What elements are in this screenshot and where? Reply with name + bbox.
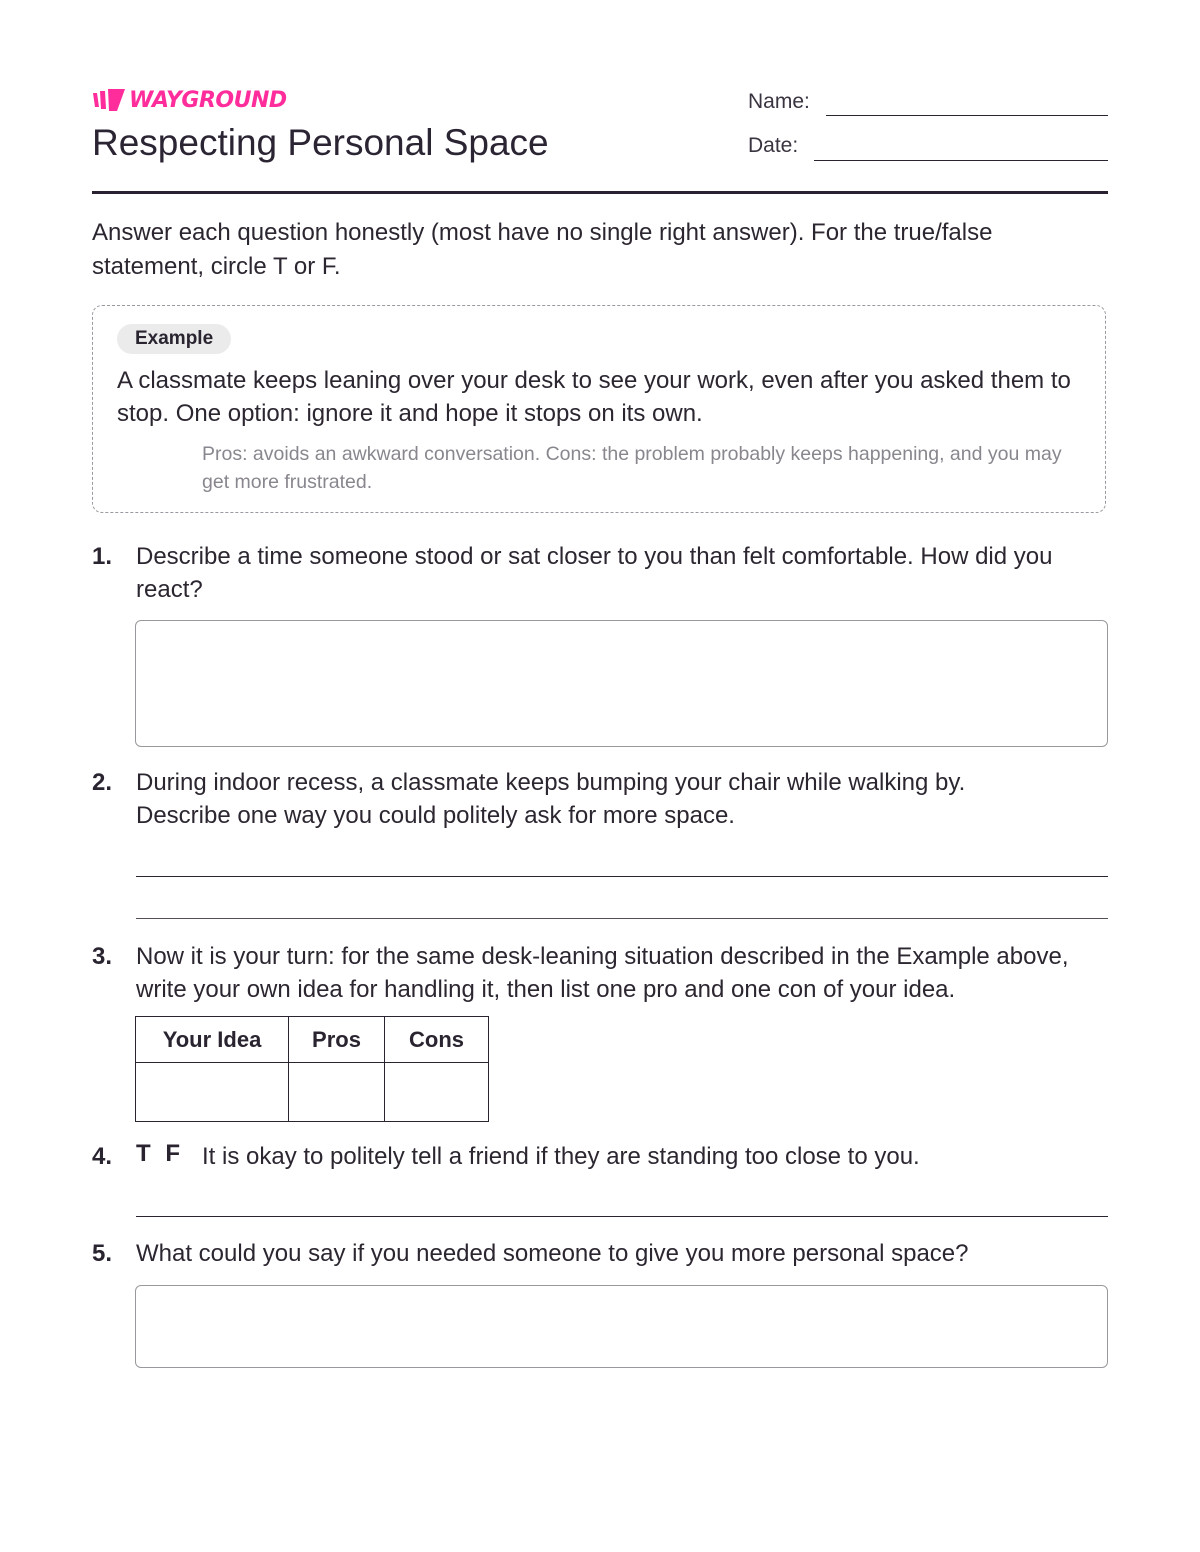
table-cell-idea[interactable] (136, 1063, 289, 1122)
true-false-options[interactable]: T F (136, 1140, 180, 1167)
question-4-text: It is okay to politely tell a friend if they are standing too close to you. (202, 1143, 920, 1170)
question-5-answer-box[interactable] (135, 1285, 1108, 1368)
date-label: Date: (748, 134, 799, 157)
table-header-cons: Cons (385, 1017, 489, 1063)
question-3-number: 3. (92, 943, 113, 970)
question-2-answer-line-1[interactable] (136, 876, 1108, 877)
question-2-text: During indoor recess, a classmate keeps bumping your chair while walking by. Describe one way you could politely ask for more space. (136, 769, 966, 829)
table-cell-pros[interactable] (289, 1063, 385, 1122)
example-tag: Example (117, 324, 231, 354)
question-2-answer-line-2[interactable] (136, 918, 1108, 919)
example-box (92, 305, 1106, 513)
example-note: Pros: avoids an awkward conversation. Cons: the problem probably keeps happening, and you may get more frustrated. (202, 443, 1062, 493)
name-field[interactable] (826, 115, 1108, 116)
question-4-answer-line[interactable] (136, 1216, 1108, 1217)
name-label: Name: (748, 90, 810, 113)
question-5-text: What could you say if you needed someone to give you more personal space? (136, 1240, 969, 1267)
question-1-number: 1. (92, 543, 113, 570)
logo-mark-icon (92, 87, 126, 113)
question-3-text: Now it is your turn: for the same desk-leaning situation described in the Example above, write your own idea for handling it, then list one pro and one con of your idea. (136, 943, 1069, 1003)
instructions: Answer each question honestly (most have no single right answer). For the true/false statement, circle T or F. (92, 219, 993, 280)
question-2-number: 2. (92, 769, 113, 796)
page-title: Respecting Personal Space (92, 122, 549, 163)
header-divider (92, 191, 1108, 194)
idea-table (135, 1016, 489, 1122)
brand-logo (92, 86, 287, 114)
question-1-answer-box[interactable] (135, 620, 1108, 747)
question-5-number: 5. (92, 1240, 113, 1267)
question-4-number: 4. (92, 1143, 113, 1170)
table-header-idea: Your Idea (136, 1017, 289, 1063)
table-header-pros: Pros (289, 1017, 385, 1063)
date-field[interactable] (814, 160, 1108, 161)
question-1-text: Describe a time someone stood or sat closer to you than felt comfortable. How did you react? (136, 543, 1053, 603)
example-text: A classmate keeps leaning over your desk to see your work, even after you asked them to stop. One option: ignore it and hope it stops on its own. (117, 367, 1071, 427)
table-cell-cons[interactable] (385, 1063, 489, 1122)
brand-name: WAYGROUND (129, 87, 287, 113)
